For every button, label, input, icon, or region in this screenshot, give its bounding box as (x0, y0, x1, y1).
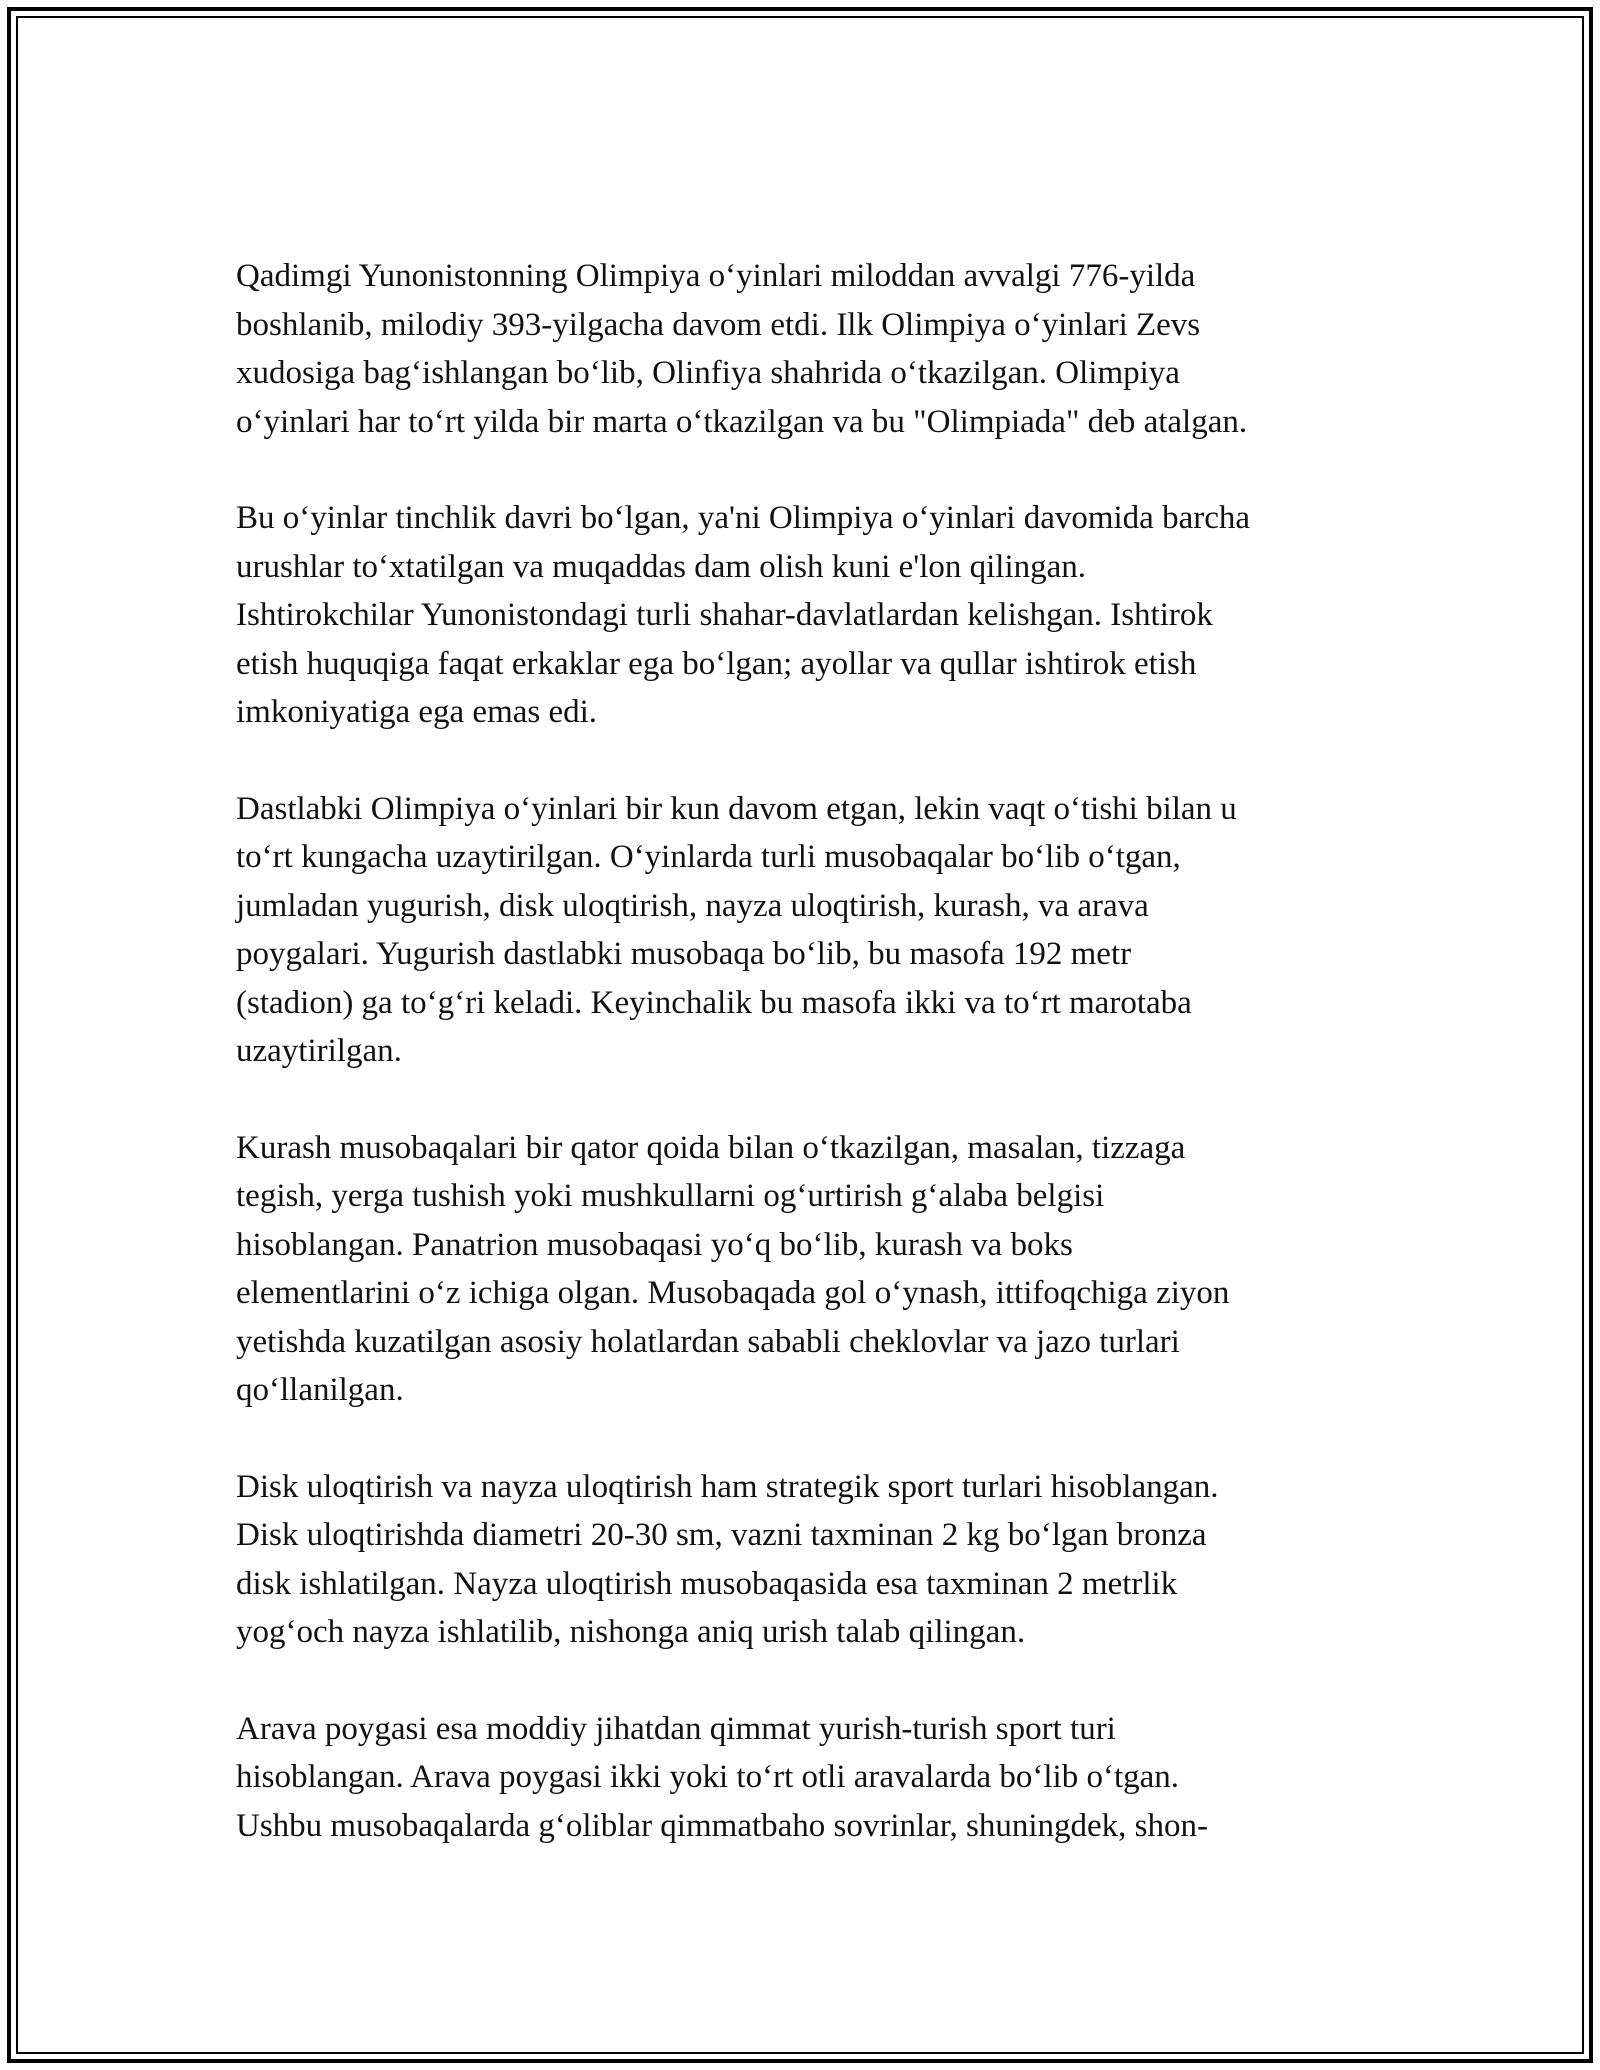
text-line: hisoblangan. Arava poygasi ikki yoki toʻrt otli aravalarda boʻlib oʻtgan. (236, 1759, 1180, 1795)
text-line: hisoblangan. Panatrion musobaqasi yoʻq boʻlib, kurash va boks (236, 1226, 1073, 1263)
text-line: Kurash musobaqalari bir qator qoida bilan oʻtkazilgan, masalan, tizzaga (236, 1129, 1186, 1166)
text-line: boshlanib, milodiy 393-yilgacha davom etdi. Ilk Olimpiya oʻyinlari Zevs (236, 306, 1201, 343)
text-line: Ushbu musobaqalarda gʻoliblar qimmatbaho sovrinlar, shuningdek, shon- (236, 1807, 1209, 1844)
text-line: (stadion) ga toʻgʻri keladi. Keyinchalik bu masofa ikki va toʻrt marotaba (236, 984, 1192, 1021)
paragraph-chariot-racing (236, 1705, 1376, 1851)
text-line: elementlarini oʻz ichiga olgan. Musobaqada gol oʻynash, ittifoqchiga ziyon (236, 1275, 1230, 1311)
text-line: poygalari. Yugurish dastlabki musobaqa boʻlib, bu masofa 192 metr (236, 936, 1132, 972)
text-line: yogʻoch nayza ishlatilib, nishonga aniq urish talab qilingan. (236, 1614, 1026, 1650)
text-line: Dastlabki Olimpiya oʻyinlari bir kun davom etgan, lekin vaqt oʻtishi bilan u (236, 790, 1237, 827)
text-line: Disk uloqtirishda diametri 20-30 sm, vazni taxminan 2 kg boʻlgan bronza (236, 1517, 1207, 1553)
paragraph-wrestling (236, 1124, 1376, 1415)
text-line: oʻyinlari har toʻrt yilda bir marta oʻtkazilgan va bu "Olimpiada" deb atalgan. (236, 403, 1248, 440)
document-body (236, 252, 1376, 1898)
text-line: imkoniyatiga ega emas edi. (236, 694, 598, 730)
paragraph-peace-and-participants (236, 494, 1376, 737)
paragraph-events-and-running (236, 785, 1376, 1076)
text-line: tegish, yerga tushish yoki mushkullarni ogʻurtirish gʻalaba belgisi (236, 1178, 1105, 1214)
text-line: Arava poygasi esa moddiy jihatdan qimmat yurish-turish sport turi (236, 1710, 1116, 1747)
text-line: Ishtirokchilar Yunonistondagi turli shahar-davlatlardan kelishgan. Ishtirok (236, 597, 1213, 633)
text-line: etish huquqiga faqat erkaklar ega boʻlgan; ayollar va qullar ishtirok etish (236, 645, 1197, 682)
text-line: disk ishlatilgan. Nayza uloqtirish musobaqasida esa taxminan 2 metrlik (236, 1565, 1178, 1602)
text-line: uzaytirilgan. (236, 1033, 402, 1069)
paragraph-olympic-origins (236, 252, 1376, 446)
text-line: yetishda kuzatilgan asosiy holatlardan sababli cheklovlar va jazo turlari (236, 1323, 1180, 1360)
text-line: xudosiga bagʻishlangan boʻlib, Olinfiya shahrida oʻtkazilgan. Olimpiya (236, 355, 1180, 391)
paragraph-discus-and-javelin (236, 1463, 1376, 1657)
text-line: Qadimgi Yunonistonning Olimpiya oʻyinlari miloddan avvalgi 776-yilda (236, 258, 1196, 294)
text-line: qoʻllanilgan. (236, 1372, 404, 1408)
text-line: toʻrt kungacha uzaytirilgan. Oʻyinlarda turli musobaqalar boʻlib oʻtgan, (236, 839, 1181, 875)
text-line: urushlar toʻxtatilgan va muqaddas dam olish kuni e'lon qilingan. (236, 548, 1087, 585)
text-line: Disk uloqtirish va nayza uloqtirish ham strategik sport turlari hisoblangan. (236, 1468, 1219, 1505)
text-line: Bu oʻyinlar tinchlik davri boʻlgan, ya'ni Olimpiya oʻyinlari davomida barcha (236, 500, 1251, 536)
text-line: jumladan yugurish, disk uloqtirish, nayza uloqtirish, kurash, va arava (236, 887, 1149, 924)
